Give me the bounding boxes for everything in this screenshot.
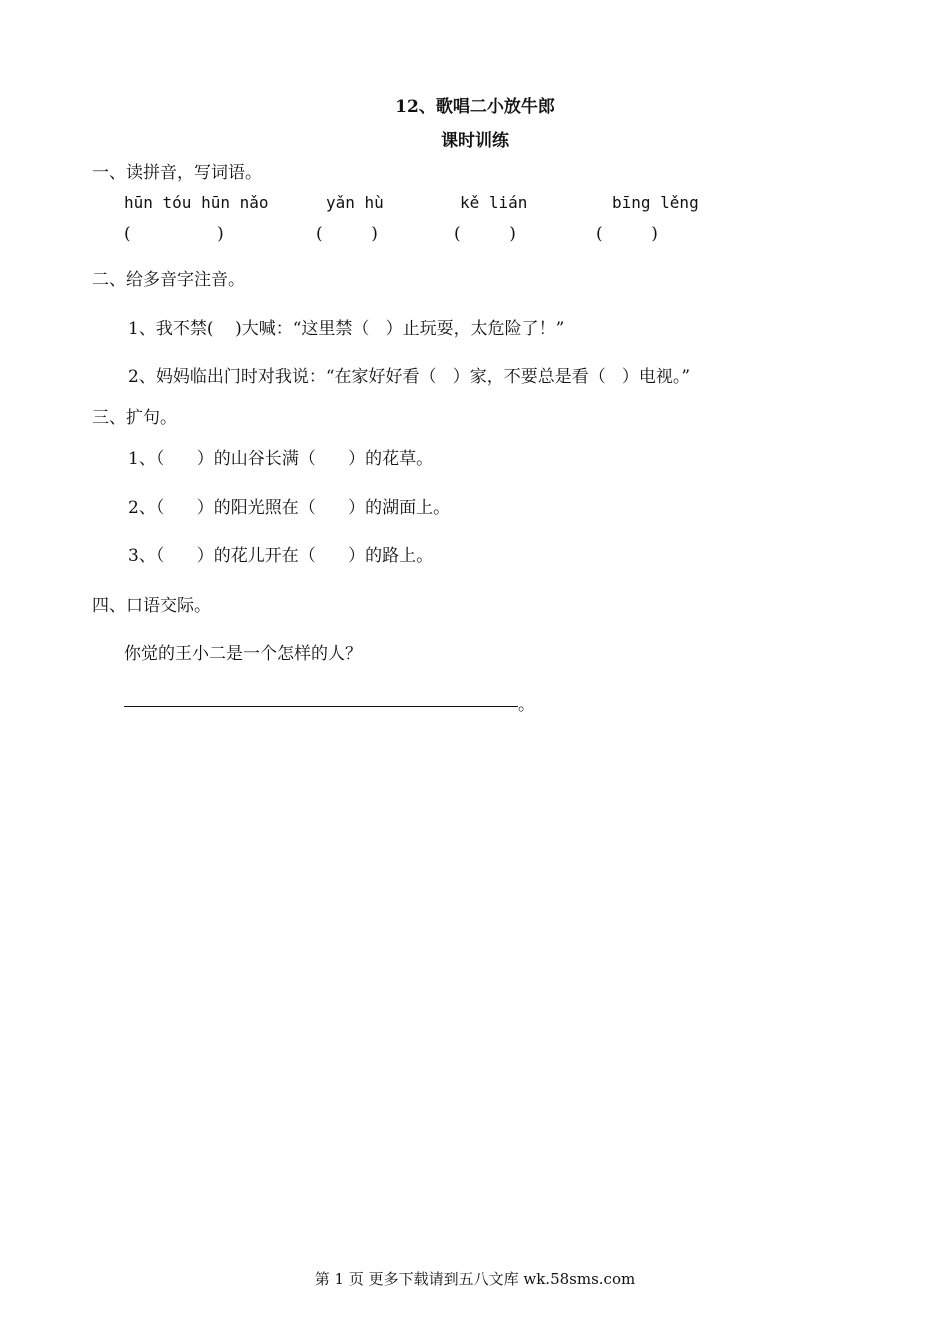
answer-blank-1[interactable]: ( ): [124, 224, 224, 244]
pinyin-item-1: hūn tóu hūn nǎo: [124, 193, 269, 212]
answer-blank-3[interactable]: ( ): [454, 224, 516, 244]
polyphone-item-1: 1、我不禁( )大喊：“这里禁（ ）止玩耍，太危险了！”: [128, 319, 565, 339]
expand-item-3: 3、（ ）的花儿开在（ ）的路上。: [128, 546, 434, 566]
section1-heading: 一、读拼音，写词语。: [92, 163, 262, 183]
expand-item-2: 2、（ ）的阳光照在（ ）的湖面上。: [128, 498, 451, 518]
polyphone-item-2: 2、妈妈临出门时对我说：“在家好好看（ ）家，不要总是看（ ）电视。”: [128, 367, 691, 387]
page-subtitle: 课时训练: [441, 131, 509, 151]
pinyin-item-4: bīng lěng: [612, 193, 699, 212]
answer-line[interactable]: [124, 706, 518, 707]
pinyin-item-3: kě lián: [460, 193, 528, 212]
page-footer: 第 1 页 更多下载请到五八文库 wk.58sms.com: [314, 1270, 636, 1288]
oral-question: 你觉的王小二是一个怎样的人？: [124, 644, 362, 664]
section3-heading: 三、扩句。: [92, 408, 177, 428]
page-title: 12、歌唱二小放牛郎: [395, 97, 555, 117]
section2-heading: 二、给多音字注音。: [92, 270, 245, 290]
answer-blank-4[interactable]: ( ): [596, 224, 658, 244]
expand-item-1: 1、（ ）的山谷长满（ ）的花草。: [128, 449, 434, 469]
pinyin-item-2: yǎn hù: [326, 193, 384, 212]
answer-line-end: 。: [518, 695, 535, 715]
answer-blank-2[interactable]: ( ): [316, 224, 378, 244]
section4-heading: 四、口语交际。: [92, 596, 211, 616]
